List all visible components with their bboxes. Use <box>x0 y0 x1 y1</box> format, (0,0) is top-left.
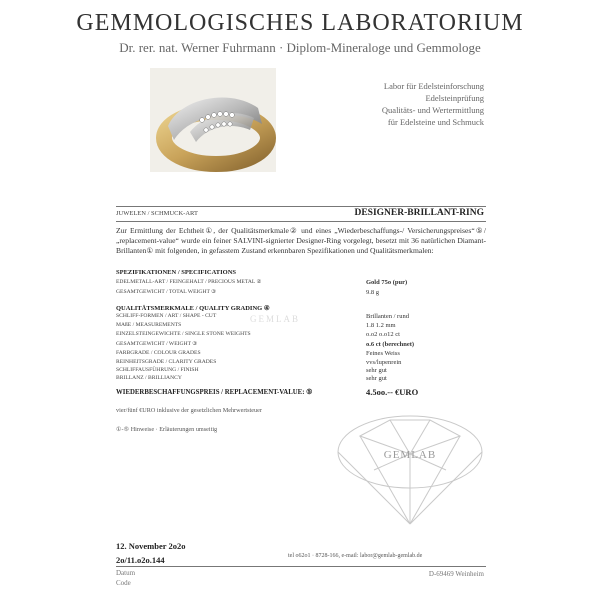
lab-line: Edelsteinprüfung <box>425 93 484 103</box>
quality-value: Brillanten / rund <box>366 313 409 320</box>
seal-text: GEMLAB <box>383 449 437 461</box>
quality-heading: QUALITÄTSMERKMALE / QUALITY GRADING ④ <box>116 305 270 312</box>
spec-value: Gold 75o (pur) <box>366 279 408 286</box>
jewel-type-label: JUWELEN / SCHMUCK-ART <box>116 210 198 217</box>
quality-label: FARBGRADE / COLOUR GRADES <box>116 350 201 356</box>
spec-row <box>116 279 486 288</box>
lab-line: für Edelsteine und Schmuck <box>387 117 484 127</box>
lab-city: D-69469 Weinheim <box>428 570 484 578</box>
issue-date: 12. November 2o2o <box>116 541 186 551</box>
quality-row <box>116 341 486 350</box>
replacement-value: 4.5oo.-- €URO <box>366 387 419 397</box>
jewel-type-value: DESIGNER-BRILLANT-RING <box>354 208 484 218</box>
replacement-value-label: WIEDERBESCHAFFUNGSPREIS / REPLACEMENT-VALUE: ⑤ <box>116 389 313 396</box>
quality-value: vvs/lupenrein <box>366 359 402 366</box>
quality-row <box>116 322 486 331</box>
footer-divider <box>116 566 486 567</box>
quality-value: 1.8 1.2 mm <box>366 322 396 329</box>
quality-value: sehr gut <box>366 367 387 374</box>
spec-label: GESAMTGEWICHT / TOTAL WEIGHT ③ <box>116 289 217 295</box>
certificate-code: 2o/11.o2o.144 <box>116 555 165 565</box>
quality-row <box>116 350 486 359</box>
quality-label: EINZELSTEINGEWICHTE / SINGLE STONE WEIGHTS <box>116 331 251 337</box>
divider <box>116 221 486 222</box>
lab-services <box>264 80 484 128</box>
vat-note: vier/fünf €URO inklusive der gesetzlichen Mehrwertsteuer <box>116 407 262 414</box>
quality-value: sehr gut <box>366 375 387 382</box>
quality-label: SCHLIFFAUSFÜHRUNG / FINISH <box>116 367 199 373</box>
diamond-seal <box>330 408 490 528</box>
quality-label: MAßE / MEASUREMENTS <box>116 322 182 328</box>
quality-value: o.6 ct (berechnet) <box>366 341 415 348</box>
quality-row <box>116 313 486 322</box>
quality-label: BRILLANZ / BRILLIANCY <box>116 375 182 381</box>
watermark-text: GEMLAB <box>250 314 300 324</box>
diamond-icon <box>330 408 490 528</box>
hints-note: ①-⑤ Hinweise · Erläuterungen umseitig <box>116 426 218 433</box>
specs-heading: SPEZIFIKATIONEN / SPECIFICATIONS <box>116 269 237 276</box>
quality-label: REINHEITSGRADE / CLARITY GRADES <box>116 359 217 365</box>
spec-label: EDELMETALL-ART / FEINGEHALT / PRECIOUS METAL ② <box>116 279 262 285</box>
quality-label: GESAMTGEWICHT / WEIGHT ③ <box>116 341 198 347</box>
ring-photo <box>150 68 276 172</box>
contact-info: tel o62o1 · 8728-166, e-mail: labor@gemlab-gemlab.de <box>288 553 423 559</box>
quality-value: Feines Weiss <box>366 350 400 357</box>
ring-image-icon <box>150 68 276 172</box>
lab-subtitle: Dr. rer. nat. Werner Fuhrmann · Diplom-Mineraloge und Gemmologe <box>119 40 481 55</box>
quality-value: o.o2 o.o12 ct <box>366 331 400 338</box>
spec-value: 9.8 g <box>366 289 379 296</box>
spec-row <box>116 289 486 298</box>
lab-line: Qualitäts- und Wertermittlung <box>381 105 484 115</box>
date-label: Datum <box>116 569 136 577</box>
intro-paragraph: Zur Ermittlung der Echtheit①, der Qualitätsmerkmale② und eines „Wiederbeschaffungs-/ Versicherungspreises“⑤/„replacement-value“ wurde ein feiner SALVINI-signierter Designer-Ring vorgelegt, besetzt mit 36 natürlichen Diamant-Brillanten① mit folgenden, in gefasstem Zustand erkennbaren Spezifikationen und Qualitätsmerkmalen: <box>116 226 486 256</box>
code-label: Code <box>116 579 131 587</box>
divider <box>116 206 486 207</box>
lab-line: Labor für Edelsteinforschung <box>383 81 484 91</box>
quality-label: SCHLIFF-FORMEN / ART / SHAPE - CUT <box>116 313 217 319</box>
quality-row <box>116 375 486 384</box>
lab-title: GEMMOLOGISCHES LABORATORIUM <box>76 10 524 36</box>
quality-row <box>116 331 486 340</box>
